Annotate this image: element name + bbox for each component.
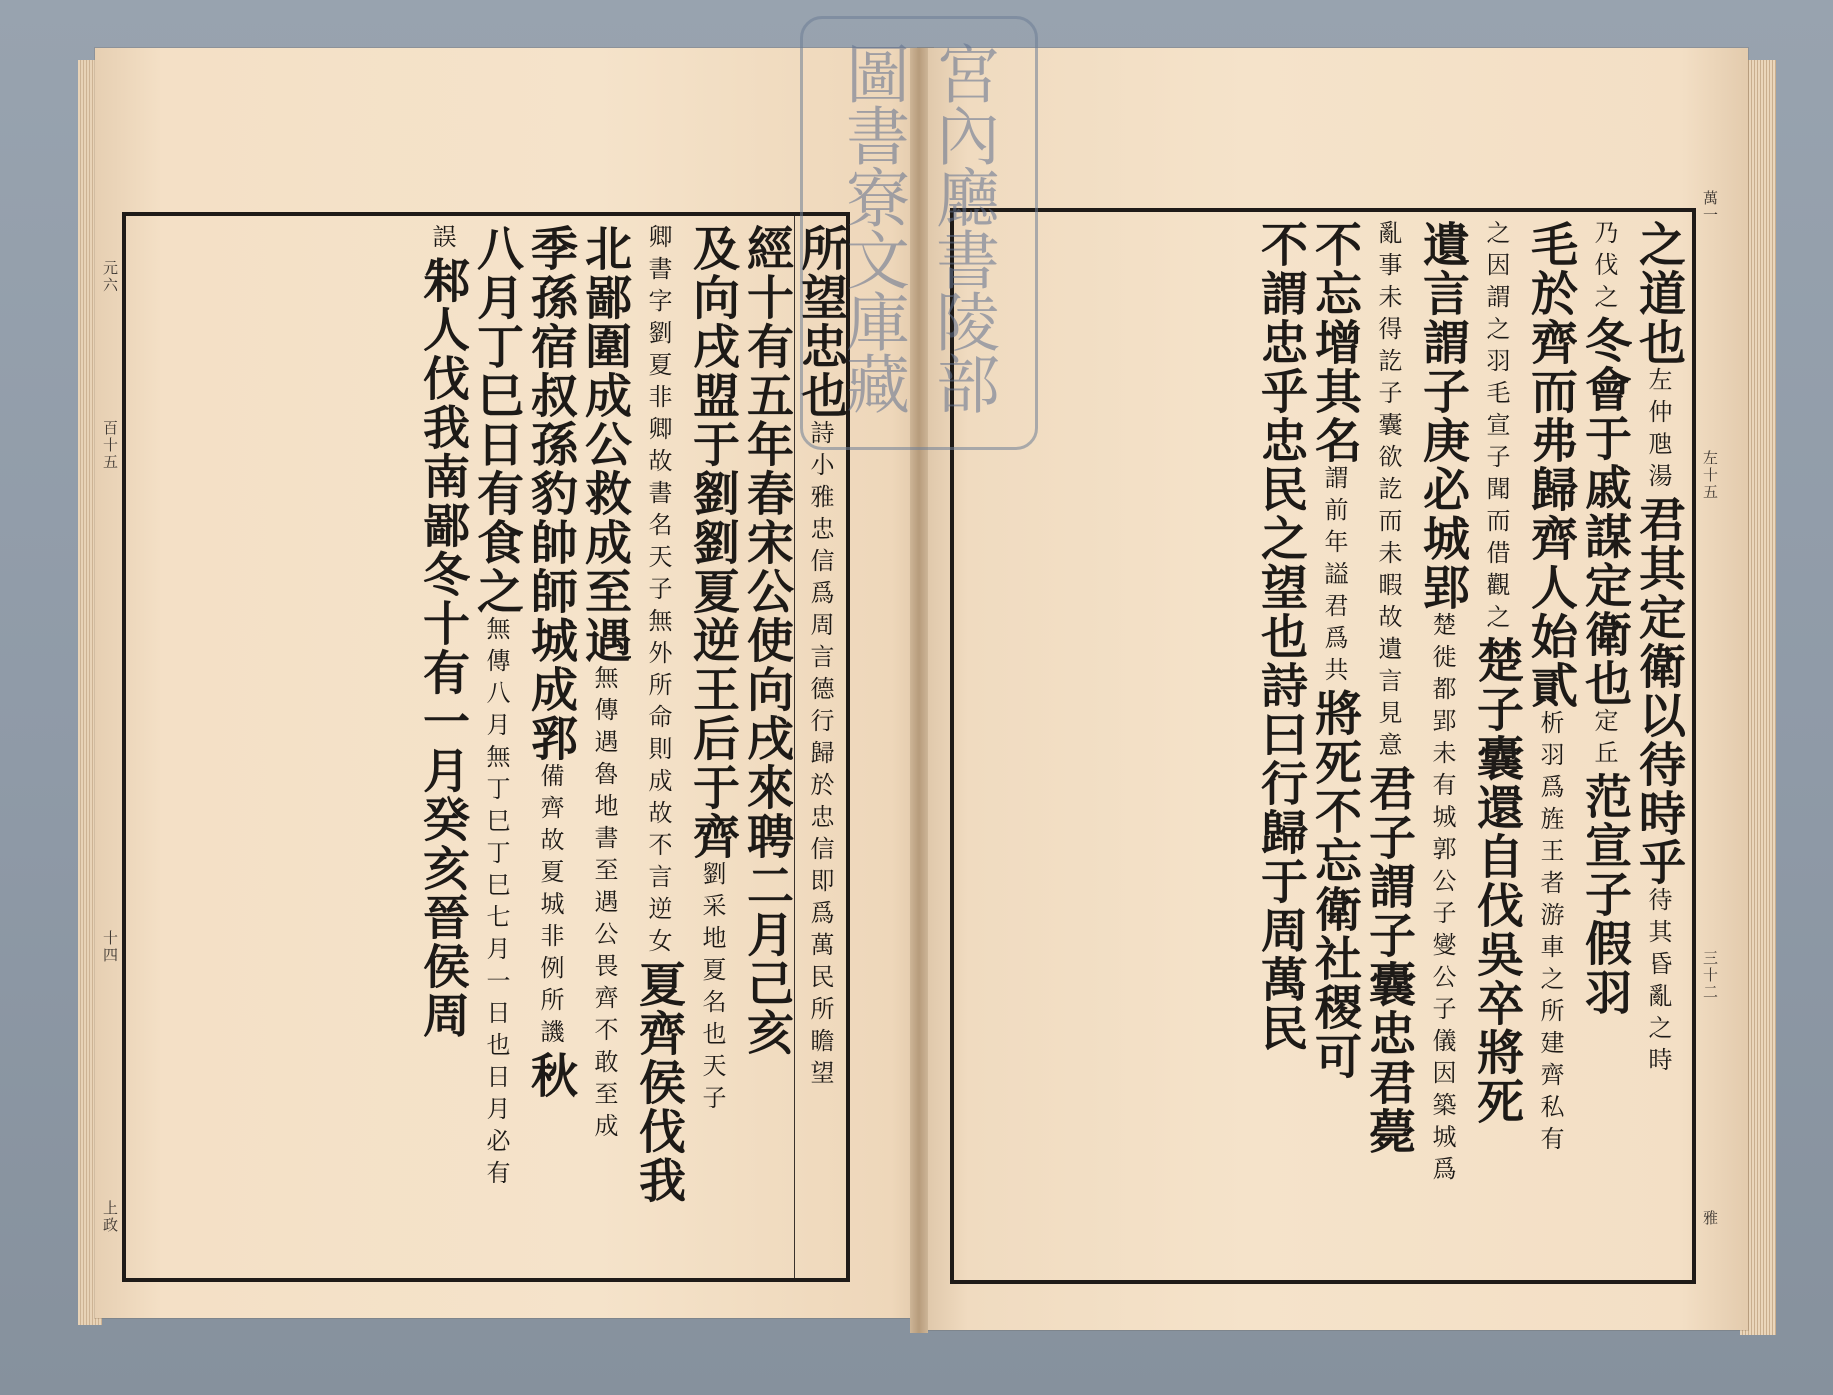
column-annotation: 之因謂之羽毛宣子聞而借觀之 [1482, 220, 1510, 636]
margin-note: 十四 [101, 930, 119, 964]
text-column [739, 224, 794, 1057]
column-annotation: 謂前年謚君爲共 [1320, 465, 1348, 689]
text-column [577, 224, 632, 1145]
margin-note: 上政 [101, 1200, 119, 1234]
column-main-text: 季孫宿叔孫豹帥師城成郛 [523, 224, 578, 763]
column-main-text: 君其定衛以待時乎 [1631, 495, 1686, 887]
column-annotation: 析羽爲旌王者游車之所建齊私有 [1536, 710, 1564, 1158]
text-column [415, 224, 470, 1040]
left-text-frame [122, 212, 850, 1282]
margin-note: 三十二 [1701, 950, 1719, 1001]
margin-note: 左十五 [1701, 450, 1719, 501]
column-annotation: 卿書字劉夏非卿故書名天子無外所命則成故不言逆女 [644, 224, 672, 960]
text-column [1523, 220, 1578, 1158]
text-column [523, 224, 578, 1100]
column-annotation: 左仲虺湯 [1644, 367, 1672, 495]
column-main-text: 經十有五年春宋公使向戌來聘二月己亥 [739, 224, 794, 1057]
margin-note: 萬一 [1701, 190, 1719, 224]
column-main-text: 楚子囊還自伐吳卒將死 [1469, 636, 1524, 1126]
column-main-text: 將死不忘衛社稷可 [1307, 689, 1362, 1081]
right-text-frame [950, 208, 1696, 1284]
margin-note: 雅 [1701, 1210, 1719, 1227]
column-main-text: 秋 [523, 1051, 578, 1100]
stamp-line: 宮內廳書陵部 [925, 41, 999, 413]
text-column [1415, 220, 1470, 1188]
text-column [631, 224, 686, 1205]
text-column [685, 224, 740, 1117]
column-annotation: 誤 [428, 224, 456, 256]
column-main-text: 夏齊侯伐我 [631, 960, 686, 1205]
column-main-text: 遺言謂子庚必城郢 [1415, 220, 1470, 612]
column-main-text: 范宣子假羽 [1577, 772, 1632, 1017]
column-main-text: 邾人伐我南鄙冬十有一月癸亥晉侯周 [415, 256, 470, 1040]
column-main-text: 所望忠也 [793, 224, 848, 420]
column-main-text: 之道也 [1631, 220, 1686, 367]
column-annotation: 無傳遇魯地書至遇公畏齊不敢至成 [590, 665, 618, 1145]
text-column [1361, 220, 1416, 1156]
column-annotation: 亂事未得訖子囊欲訖而未暇故遺言見意 [1374, 220, 1402, 764]
column-annotation: 乃伐之 [1590, 220, 1618, 316]
column-main-text: 不忘增其名 [1307, 220, 1362, 465]
column-main-text: 不謂忠乎忠民之望也詩曰行歸于周萬民 [1253, 220, 1308, 1053]
text-column [1253, 220, 1308, 1053]
column-annotation: 定丘 [1590, 708, 1618, 772]
library-seal-stamp [800, 16, 1038, 450]
column-main-text: 君子謂子囊忠君薨 [1361, 764, 1416, 1156]
margin-note: 百十五 [101, 420, 119, 471]
text-column [469, 224, 524, 1192]
text-column [1631, 220, 1686, 1079]
column-annotation: 楚徙都郢未有城郭公子燮公子儀因築城爲 [1428, 612, 1456, 1188]
column-main-text: 及向戌盟于劉劉夏逆王后于齊 [685, 224, 740, 861]
column-annotation: 無傳八月無丁巳丁巳七月一日也日月必有 [482, 616, 510, 1192]
text-column [1307, 220, 1362, 1081]
column-annotation: 備齊故夏城非例所譏 [536, 763, 564, 1051]
text-column [1577, 220, 1632, 1017]
stamp-line: 圖書寮文庫藏 [835, 41, 909, 413]
column-main-text: 冬會于戚謀定衛也 [1577, 316, 1632, 708]
margin-note: 元六 [101, 260, 119, 294]
column-annotation: 劉采地夏名也天子 [698, 861, 726, 1117]
column-annotation: 待其昏亂之時 [1644, 887, 1672, 1079]
column-annotation: 詩小雅忠信爲周言德行歸於忠信即爲萬民所瞻望 [806, 420, 834, 1092]
column-main-text: 北鄙圍成公救成至遇 [577, 224, 632, 665]
column-main-text: 八月丁巳日有食之 [469, 224, 524, 616]
column-main-text: 毛於齊而弗歸齊人始貳 [1523, 220, 1578, 710]
text-column [1469, 220, 1524, 1126]
